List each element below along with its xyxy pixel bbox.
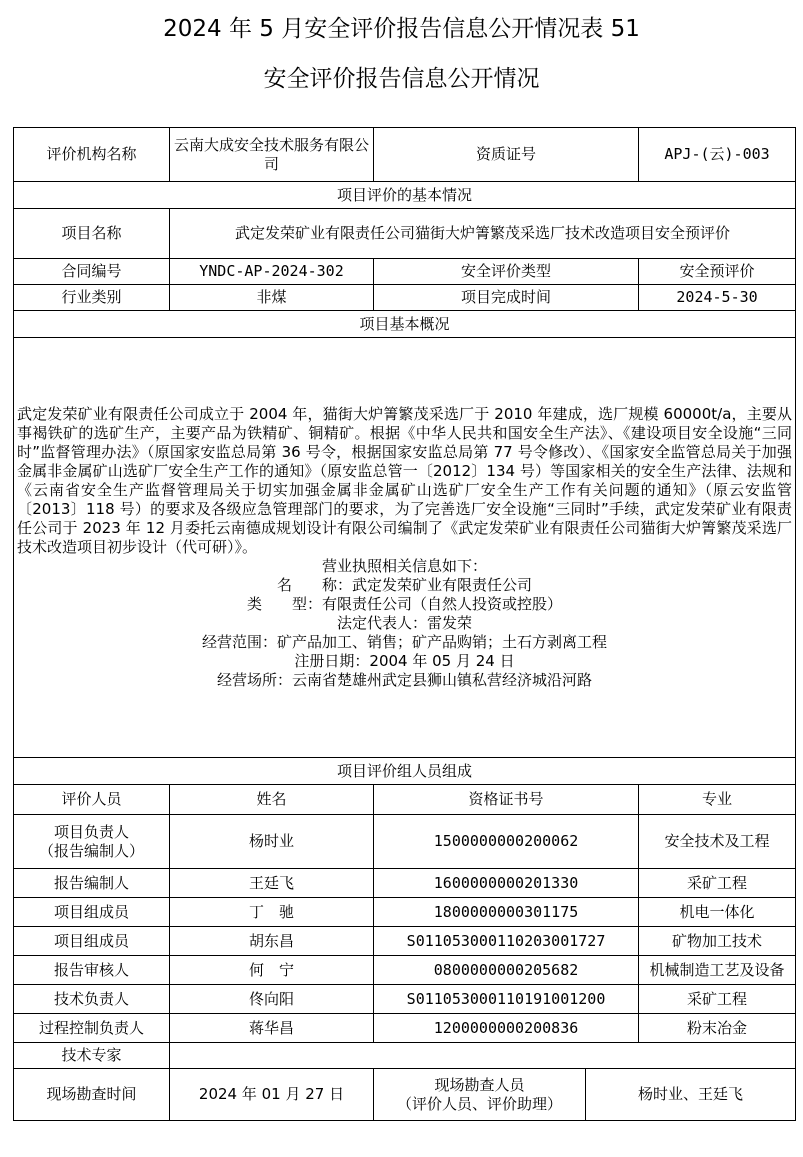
license-name-line [17, 576, 792, 595]
table-row [14, 815, 796, 869]
team-major: 机电一体化 [639, 898, 796, 927]
license-name-value: 武定发荣矿业有限责任公司 [352, 576, 533, 594]
agency-row [14, 128, 796, 182]
team-major: 采矿工程 [639, 985, 796, 1014]
finish-value: 2024-5-30 [639, 285, 796, 311]
license-place-label: 经营场所： [217, 671, 293, 689]
license-reg-value: 2004 年 05 月 24 日 [369, 652, 515, 670]
survey-time-value: 2024 年 01 月 27 日 [170, 1069, 374, 1121]
document-subtitle: 安全评价报告信息公开情况 [263, 66, 540, 92]
license-intro: 营业执照相关信息如下： [322, 557, 488, 575]
team-person-name: 胡东昌 [170, 927, 374, 956]
team-heading: 项目评价组人员组成 [14, 758, 796, 785]
team-role: 项目组成员 [14, 927, 170, 956]
license-place-value: 云南省楚雄州武定县狮山镇私营经济城沿河路 [292, 671, 593, 689]
license-scope-value: 矿产品加工、销售；矿产品购销；土石方剥离工程 [277, 633, 608, 651]
contract-row [14, 259, 796, 285]
finish-label: 项目完成时间 [374, 285, 639, 311]
project-name-value: 武定发荣矿业有限责任公司猫街大炉箐繁茂采选厂技术改造项目安全预评价 [170, 209, 796, 259]
survey-people-label [374, 1069, 586, 1121]
team-person-name: 王廷飞 [170, 869, 374, 898]
contract-value: YNDC-AP-2024-302 [170, 259, 374, 285]
type-value: 安全预评价 [639, 259, 796, 285]
team-person-name: 丁 驰 [170, 898, 374, 927]
industry-value: 非煤 [170, 285, 374, 311]
project-name-label: 项目名称 [14, 209, 170, 259]
cert-value: APJ-(云)-003 [639, 128, 796, 182]
team-cert-number: 1600000000201330 [374, 869, 639, 898]
survey-time-label: 现场勘查时间 [14, 1069, 170, 1121]
table-row [14, 1014, 796, 1043]
license-rep-value: 雷发荣 [427, 614, 473, 632]
overview-heading: 项目基本概况 [14, 311, 796, 338]
team-person-name: 何 宁 [170, 956, 374, 985]
team-cert-number: 1200000000200836 [374, 1014, 639, 1043]
overview-paragraph: 武定发荣矿业有限责任公司成立于 2004 年，猫街大炉箐繁茂采选厂于 2010 年建成，选厂规模 60000t/a，主要从事褐铁矿的选矿生产，主要产品为铁精矿、铜精矿。根据《中华人民共和国安全生产法》、《建设项目安全设施“三同时”监督管理办法》（原国家安监总局第 36 号令，根据国家安监总局第 77 号令修改）、《国家安全监管总局关于加强金属非金属矿山选矿厂安全生产工作的通知》（原安监总管一〔2012〕134 号）等国家相关的安全生产法律、法规和《云南省安全生产监督管理局关于切实加强金属非金属矿山选矿厂安全生产工作有关问题的通知》（原云安监管〔2013〕118 号）的要求及各级应急管理部门的要求，为了完善选厂安全设施“三同时”手续，武定发荣矿业有限责任公司于 2023 年 12 月委托云南德成规划设计有限公司编制了《武定发荣矿业有限责任公司猫街大炉箐繁茂采选厂技术改造项目初步设计（代可研）》。 [17, 405, 793, 556]
team-cert-number: 1800000000301175 [374, 898, 639, 927]
survey-people-label-line2: （评价人员、评价助理） [397, 1094, 563, 1113]
team-role-line2: （报告编制人） [38, 841, 144, 860]
survey-row [14, 1069, 796, 1121]
team-cert-number: S011053000110203001727 [374, 927, 639, 956]
team-role-line1: 项目负责人 [53, 822, 129, 841]
expert-label: 技术专家 [14, 1043, 170, 1069]
industry-label: 行业类别 [14, 285, 170, 311]
license-scope-line [17, 633, 792, 652]
license-type-line [17, 595, 792, 614]
table-row [14, 927, 796, 956]
license-rep-label: 法定代表人： [337, 614, 428, 632]
team-major: 采矿工程 [639, 869, 796, 898]
team-header-row [14, 785, 796, 815]
license-name-label: 名 称： [277, 576, 353, 594]
license-reg-line [17, 652, 792, 671]
table-row [14, 985, 796, 1014]
survey-people-label-line1: 现场勘查人员 [434, 1075, 525, 1094]
disclosure-table [13, 127, 796, 1121]
license-rep-line [17, 614, 792, 633]
table-row [14, 956, 796, 985]
team-role: 报告编制人 [14, 869, 170, 898]
team-major: 粉末冶金 [639, 1014, 796, 1043]
overview-body [14, 338, 796, 758]
expert-value [170, 1043, 796, 1069]
overview-section-row [14, 311, 796, 338]
team-person-name: 蒋华昌 [170, 1014, 374, 1043]
license-type-value: 有限责任公司（自然人投资或控股） [322, 595, 563, 613]
cert-label: 资质证号 [374, 128, 639, 182]
team-major: 安全技术及工程 [639, 815, 796, 869]
team-role: 技术负责人 [14, 985, 170, 1014]
team-header-major: 专业 [639, 785, 796, 815]
industry-row [14, 285, 796, 311]
org-value: 云南大成安全技术服务有限公司 [170, 128, 374, 182]
basic-heading: 项目评价的基本情况 [14, 182, 796, 209]
team-person-name: 佟向阳 [170, 985, 374, 1014]
team-person-name: 杨时业 [170, 815, 374, 869]
contract-label: 合同编号 [14, 259, 170, 285]
team-cert-number: S011053000110191001200 [374, 985, 639, 1014]
team-cert-number: 0800000000205682 [374, 956, 639, 985]
project-name-row [14, 209, 796, 259]
survey-people-value: 杨时业、王廷飞 [586, 1069, 796, 1121]
basic-section-row [14, 182, 796, 209]
license-place-line [17, 671, 792, 690]
table-row [14, 898, 796, 927]
team-header-name: 姓名 [170, 785, 374, 815]
team-role: 项目组成员 [14, 898, 170, 927]
team-header-cert: 资格证书号 [374, 785, 639, 815]
team-role: 报告审核人 [14, 956, 170, 985]
team-major: 矿物加工技术 [639, 927, 796, 956]
team-header-role: 评价人员 [14, 785, 170, 815]
overview-body-row [14, 338, 796, 758]
type-label: 安全评价类型 [374, 259, 639, 285]
team-role [14, 815, 170, 869]
team-role: 过程控制负责人 [14, 1014, 170, 1043]
org-label: 评价机构名称 [14, 128, 170, 182]
license-reg-label: 注册日期： [294, 652, 370, 670]
team-cert-number: 1500000000200062 [374, 815, 639, 869]
document-title: 2024 年 5 月安全评价报告信息公开情况表 51 [163, 16, 640, 42]
table-row [14, 869, 796, 898]
license-type-label: 类 型： [247, 595, 323, 613]
expert-row [14, 1043, 796, 1069]
team-section-row [14, 758, 796, 785]
license-scope-label: 经营范围： [202, 633, 278, 651]
team-major: 机械制造工艺及设备 [639, 956, 796, 985]
